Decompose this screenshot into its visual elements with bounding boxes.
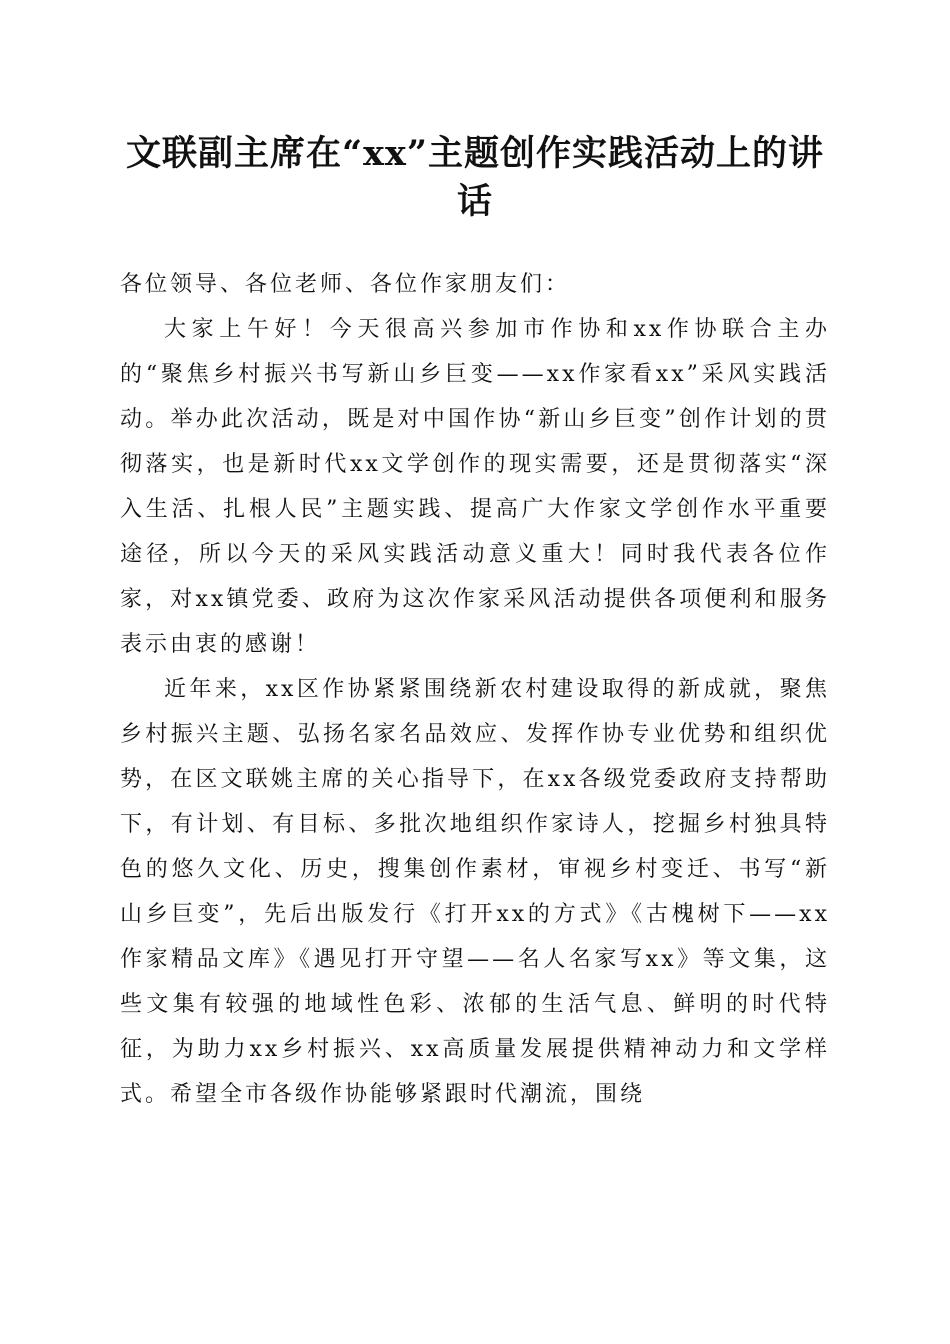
salutation: 各位领导、各位老师、各位作家朋友们：: [120, 272, 571, 297]
body-paragraph-2: 近年来，xx区作协紧紧围绕新农村建设取得的新成就，聚焦乡村振兴主题、弘扬名家名品效应、发挥作协专业优势和组织优势，在区文联姚主席的关心指导下，在xx各级党委政府支持帮助下，有计划、有目标、多批次地组织作家诗人，挖掘乡村独具特色的悠久文化、历史，搜集创作素材，审视乡村变迁、书写“新山乡巨变”，先后出版发行《打开xx的方式》《古槐树下——xx作家精品文库》《遇见打开守望——名人名家写xx》等文集，这些文集有较强的地域性色彩、浓郁的生活气息、鲜明的时代特征，为助力xx乡村振兴、xx高质量发展提供精神动力和文学样式。希望全市各级作协能够紧跟时代潮流，围绕: [120, 677, 830, 1107]
body-paragraph-1: 大家上午好！今天很高兴参加市作协和xx作协联合主办的“聚焦乡村振兴书写新山乡巨变——xx作家看xx”采风实践活动。举办此次活动，既是对中国作协“新山乡巨变”创作计划的贯彻落实，也是新时代xx文学创作的现实需要，还是贯彻落实“深入生活、扎根人民”主题实践、提高广大作家文学创作水平重要途径，所以今天的采风实践活动意义重大！同时我代表各位作家，对xx镇党委、政府为这次作家采风活动提供各项便利和服务表示由衷的感谢！: [120, 317, 830, 657]
document-title: 文联副主席在“xx”主题创作实践活动上的讲话: [126, 133, 824, 222]
